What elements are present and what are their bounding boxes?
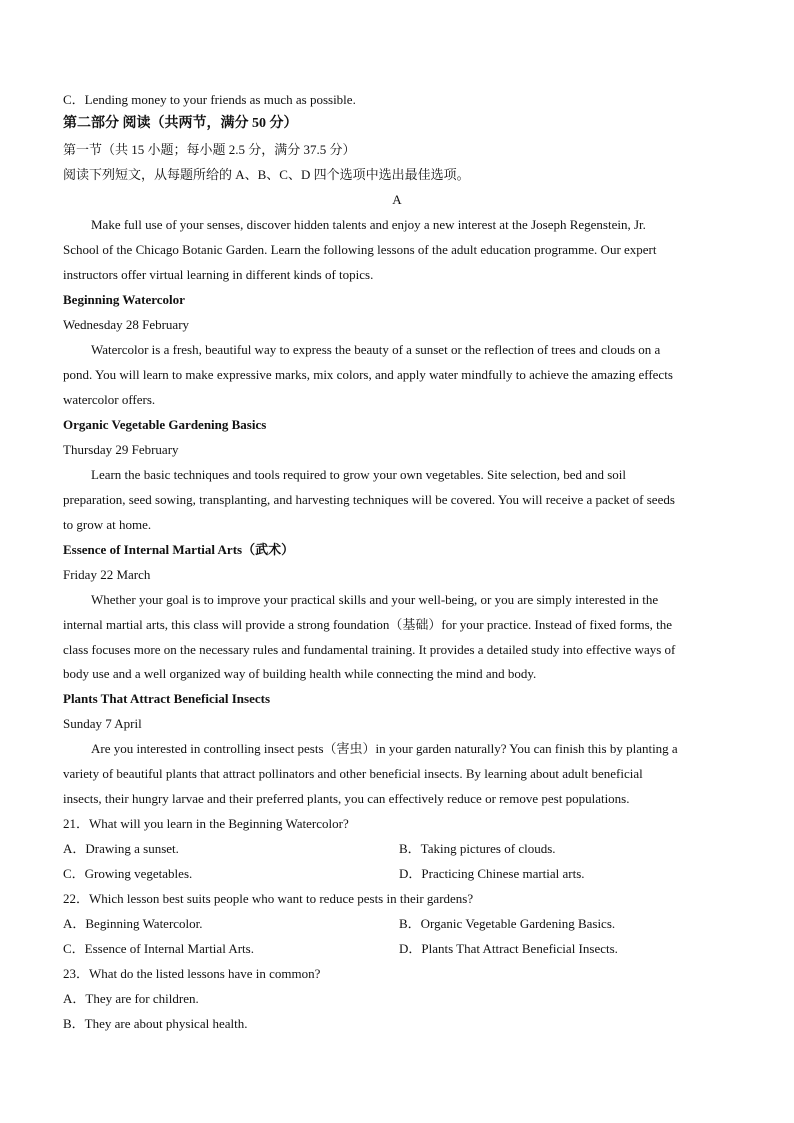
answer-option: D．Plants That Attract Beneficial Insects. (399, 941, 618, 956)
answer-option: B．Taking pictures of clouds. (399, 841, 556, 856)
question-stem: 22．Which lesson best suits people who want to reduce pests in their gardens? (63, 891, 474, 906)
answer-option: B．Organic Vegetable Gardening Basics. (399, 916, 616, 931)
part-title: 第二部分 阅读（共两节，满分 50 分） (63, 116, 298, 131)
paragraph-line: Watercolor is a fresh, beautiful way to express the beauty of a sunset or the reflection of trees and clouds on a (91, 342, 661, 357)
lesson-description (63, 462, 731, 537)
lesson-description (63, 736, 731, 811)
intro-paragraph (63, 212, 731, 287)
lesson-description (63, 337, 731, 412)
lesson-title: Organic Vegetable Gardening Basics (63, 417, 267, 432)
question-stem: 23．What do the listed lessons have in common? (63, 966, 321, 981)
section-title: 第一节（共 15 小题；每小题 2.5 分，满分 37.5 分） (63, 142, 356, 157)
passage-letter: A (392, 192, 402, 207)
paragraph-line: class focuses more on the necessary rules and fundamental training. It provides a detailed study into effective ways of (63, 642, 676, 657)
paragraph-line: to grow at home. (63, 517, 152, 532)
paragraph-line: School of the Chicago Botanic Garden. Learn the following lessons of the adult education programme. Our expert (63, 242, 657, 257)
instruction: 阅读下列短文，从每题所给的 A、B、C、D 四个选项中选出最佳选项。 (63, 167, 470, 182)
lesson-date: Thursday 29 February (63, 442, 179, 457)
paragraph-line: internal martial arts, this class will provide a strong foundation（基础）for your practice. Instead of fixed forms, the (63, 617, 673, 632)
lesson-date: Friday 22 March (63, 567, 151, 582)
question-stem: 21．What will you learn in the Beginning Watercolor? (63, 816, 349, 831)
answer-option: C．Essence of Internal Martial Arts. (63, 941, 254, 956)
paragraph-line: watercolor offers. (63, 392, 156, 407)
lesson-title: Essence of Internal Martial Arts（武术） (63, 542, 295, 557)
paragraph-line: Learn the basic techniques and tools required to grow your own vegetables. Site selection, bed and soil (91, 467, 627, 482)
answer-option: A．They are for children. (63, 991, 199, 1006)
previous-question-option-c: C．Lending money to your friends as much as possible. (63, 92, 356, 107)
paragraph-line: pond. You will learn to make expressive marks, mix colors, and apply water mindfully to achieve the amazing effects (63, 367, 673, 382)
paragraph-line: variety of beautiful plants that attract pollinators and other beneficial insects. By learning about adult beneficial (63, 766, 643, 781)
answer-option: B．They are about physical health. (63, 1016, 248, 1031)
lesson-title: Beginning Watercolor (63, 292, 185, 307)
paragraph-line: Are you interested in controlling insect pests（害虫）in your garden naturally? You can finish this by planting a (91, 741, 678, 756)
lesson-date: Sunday 7 April (63, 716, 142, 731)
lesson-date: Wednesday 28 February (63, 317, 190, 332)
lesson-description (63, 587, 731, 686)
paragraph-line: insects, their hungry larvae and their preferred plants, you can effectively reduce or remove pest populations. (63, 791, 630, 806)
paragraph-line: body use and a well organized way of building health while connecting the mind and body. (63, 666, 537, 681)
paragraph-line: Make full use of your senses, discover hidden talents and enjoy a new interest at the Joseph Regenstein, Jr. (91, 217, 646, 232)
paragraph-line: instructors offer virtual learning in different kinds of topics. (63, 267, 374, 282)
paragraph-line: preparation, seed sowing, transplanting, and harvesting techniques will be covered. You will receive a packet of seeds (63, 492, 675, 507)
lesson-title: Plants That Attract Beneficial Insects (63, 691, 271, 706)
paragraph-line: Whether your goal is to improve your practical skills and your well-being, or you are simply interested in the (91, 592, 659, 607)
answer-option: A．Drawing a sunset. (63, 841, 179, 856)
answer-option: C．Growing vegetables. (63, 866, 193, 881)
answer-option: D．Practicing Chinese martial arts. (399, 866, 585, 881)
answer-option: A．Beginning Watercolor. (63, 916, 203, 931)
